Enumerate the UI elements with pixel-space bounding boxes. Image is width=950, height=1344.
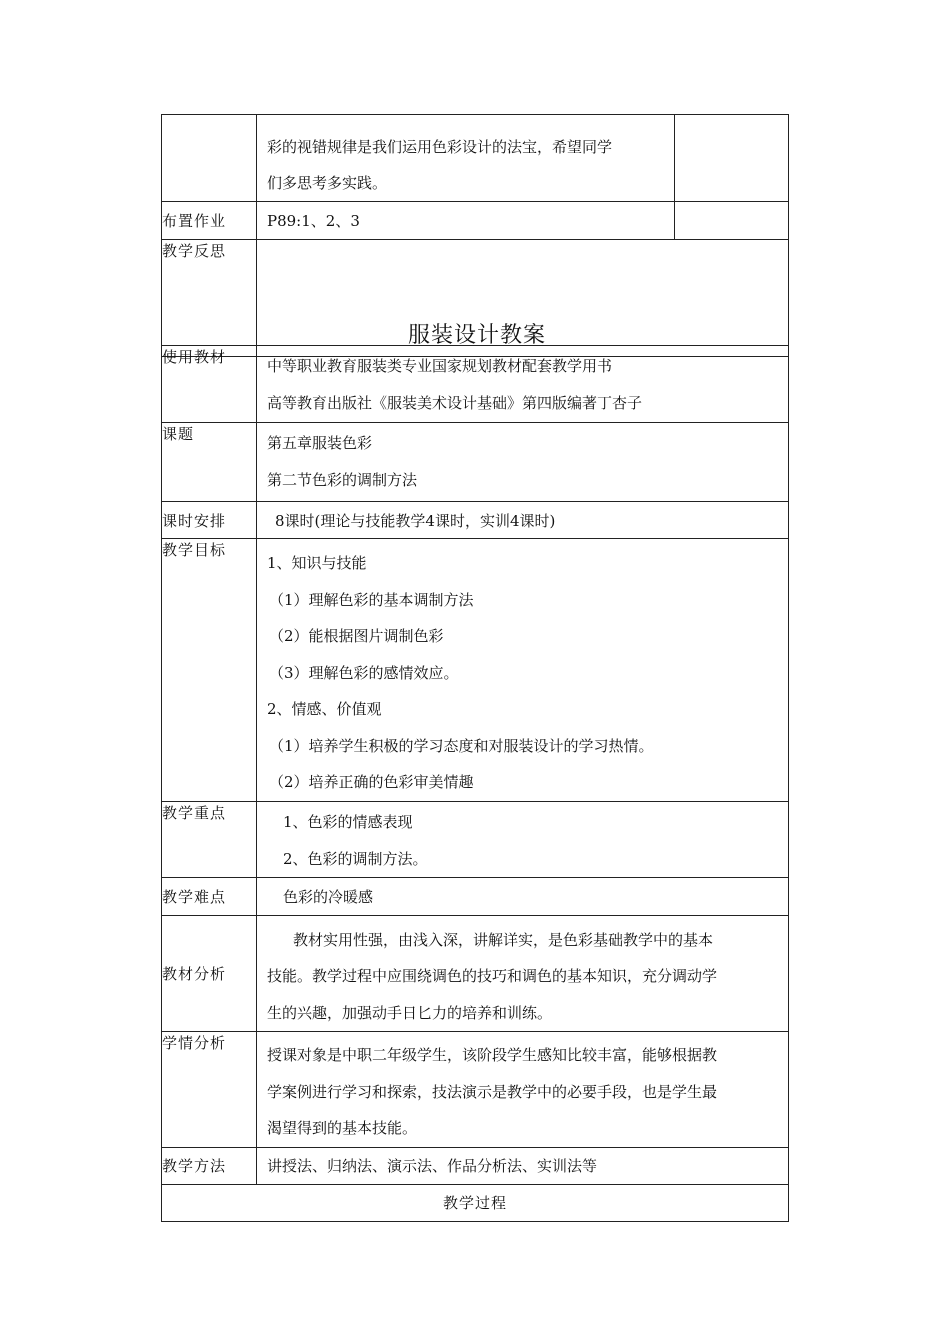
hours-label: 课时安排: [162, 502, 257, 539]
empty-side-cell: [675, 115, 789, 202]
text-line: 们多思考多实践。: [267, 174, 388, 192]
students-row: [162, 1032, 789, 1148]
analysis-label: 教材分析: [162, 915, 257, 1032]
students-line: 学案例进行学习和探索，技法演示是教学中的必要手段，也是学生最: [267, 1082, 718, 1101]
analysis-line: 生的兴趣，加强动手日匕力的培养和训练。: [267, 1003, 553, 1022]
continuation-text-cell: [257, 115, 675, 202]
key-point-line: 2、色彩的调制方法。: [283, 849, 428, 868]
text-line: 第五章服装色彩: [267, 434, 373, 452]
material-value: [257, 346, 789, 423]
methods-label: 教学方法: [162, 1147, 257, 1184]
analysis-value: [257, 915, 789, 1032]
analysis-line: 教材实用性强，由浅入深，讲解详实，是色彩基础教学中的基本: [293, 930, 714, 949]
reflection-label: 教学反思: [162, 240, 257, 357]
topic-label: 课题: [162, 423, 257, 502]
goal-line: （2）培养正确的色彩审美情趣: [269, 773, 474, 791]
goal-line: （2）能根据图片调制色彩: [269, 627, 444, 645]
difficulty-value: 色彩的冷暖感: [257, 877, 789, 915]
hours-row: [162, 502, 789, 539]
hours-value: 8课时(理论与技能教学4课时，实训4课时): [257, 502, 789, 539]
empty-label-cell: [162, 115, 257, 202]
process-label: 教学过程: [162, 1184, 789, 1221]
goal-line: （1）培养学生积极的学习态度和对服装设计的学习热情。: [269, 736, 654, 755]
document-title: 服装设计教案: [408, 323, 547, 348]
material-label: 使用教材: [162, 346, 257, 423]
key-points-row: [162, 801, 789, 877]
students-line: 渴望得到的基本技能。: [267, 1119, 418, 1137]
text-line: 高等教育出版社《服装美术设计基础》第四版编著丁杏子: [267, 394, 643, 412]
difficulty-row: [162, 877, 789, 915]
goals-row: [162, 539, 789, 802]
students-value: [257, 1032, 789, 1148]
key-points-label: 教学重点: [162, 801, 257, 877]
goal-line: 2、情感、价值观: [267, 700, 382, 718]
goals-value: [257, 539, 789, 802]
process-row: [162, 1184, 789, 1221]
goals-label: 教学目标: [162, 539, 257, 802]
analysis-line: 技能。教学过程中应围绕调色的技巧和调色的基本知识，充分调动学: [267, 967, 718, 985]
empty-side-cell: [675, 202, 789, 240]
topic-row: [162, 423, 789, 502]
homework-label: 布置作业: [162, 202, 257, 240]
homework-value: P89:1、2、3: [257, 202, 675, 240]
students-label: 学情分析: [162, 1032, 257, 1148]
goal-line: （3）理解色彩的感情效应。: [269, 663, 459, 682]
material-row: [162, 346, 789, 423]
key-points-value: [257, 801, 789, 877]
students-line: 授课对象是中职二年级学生，该阶段学生感知比较丰富，能够根据教: [267, 1046, 718, 1064]
text-line: 彩的视错规律是我们运用色彩设计的法宝，希望同学: [267, 138, 613, 156]
lesson-plan-table: [161, 345, 789, 1222]
methods-row: [162, 1147, 789, 1184]
methods-value: 讲授法、归纳法、演示法、作品分析法、实训法等: [257, 1147, 789, 1184]
text-line: 第二节色彩的调制方法: [267, 471, 418, 489]
difficulty-label: 教学难点: [162, 877, 257, 915]
key-point-line: 1、色彩的情感表现: [283, 812, 413, 831]
topic-value: [257, 423, 789, 502]
text-line: 中等职业教育服装类专业国家规划教材配套教学用书: [267, 357, 613, 375]
goal-line: （1）理解色彩的基本调制方法: [269, 590, 474, 609]
analysis-row: [162, 915, 789, 1032]
goal-line: 1、知识与技能: [267, 554, 367, 572]
